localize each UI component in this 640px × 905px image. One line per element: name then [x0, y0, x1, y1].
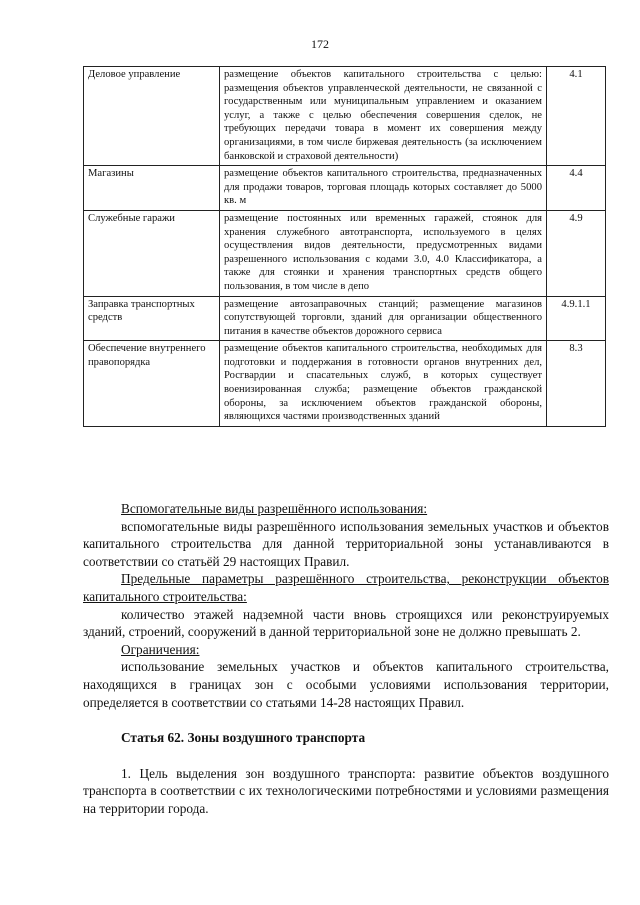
body-text — [83, 500, 609, 818]
restrictions-paragraph: использование земельных участков и объектов капитального строительства, находящихся в границах зон с особыми условиями использования территории, определяется в соответствии со статьями 14-28 настоящих Правил. — [83, 659, 609, 710]
use-name-cell: Служебные гаражи — [84, 210, 220, 296]
permitted-use-table — [83, 66, 606, 427]
use-description-cell: размещение объектов капитального строительства, предназначенных для продажи товаров, торговая площадь которых составляет до 5000 кв. м — [220, 166, 547, 211]
table-row — [84, 67, 606, 166]
use-code-cell: 4.9.1.1 — [547, 296, 606, 341]
use-name-cell: Обеспечение внутреннего правопорядка — [84, 341, 220, 427]
page-number: 172 — [311, 37, 329, 51]
use-description-cell: размещение объектов капитального строительства, необходимых для подготовки и поддержания в готовности органов внутренних дел, Росгвардии и спасательных служб, в которых существует военизированная служба; размещение объектов гражданской обороны, за исключением объектов гражданской обороны, являющихся частями производственных зданий — [220, 341, 547, 427]
article-title: Статья 62. Зоны воздушного транспорта — [121, 730, 366, 746]
restrictions-heading: Ограничения: — [121, 641, 200, 657]
use-description-cell: размещение объектов капитального строительства с целью: размещения объектов управленческой деятельности, не связанной с государственным или муниципальным управлением и оказанием услуг, а также с целью обеспечения совершения сделок, не требующих передачи товара в момент их совершения между организациями, в том числе биржевая деятельность (за исключением банковской и страховой деятельности) — [220, 67, 547, 166]
table-row — [84, 296, 606, 341]
use-name-cell: Магазины — [84, 166, 220, 211]
use-name-cell: Деловое управление — [84, 67, 220, 166]
use-description-cell: размещение автозаправочных станций; размещение магазинов сопутствующей торговли, зданий для организации общественного питания в качестве объектов дорожного сервиса — [220, 296, 547, 341]
use-description-cell: размещение постоянных или временных гаражей, стоянок для хранения служебного автотранспорта, используемого в целях осуществления видов деятельности, предусмотренных видами разрешенного использования с кодами 3.0, 4.0 Классификатора, а также для стоянки и хранения транспортных средств общего пользования, в том числе в депо — [220, 210, 547, 296]
aux-uses-paragraph: вспомогательные виды разрешённого использования земельных участков и объектов капитального строительства для данной территориальной зоны устанавливаются в соответствии со статьёй 29 настоящих Правил. — [83, 518, 609, 569]
aux-uses-heading: Вспомогательные виды разрешённого использования: — [121, 501, 428, 516]
table-row — [84, 341, 606, 427]
use-code-cell: 4.1 — [547, 67, 606, 166]
table-row — [84, 166, 606, 211]
use-name-cell: Заправка транспортных средств — [84, 296, 220, 341]
use-code-cell: 8.3 — [547, 341, 606, 427]
limits-paragraph: количество этажей надземной части вновь строящихся или реконструируемых зданий, строений, сооружений в данной территориальной зоне не должно превышать 2. — [83, 606, 609, 640]
use-code-cell: 4.4 — [547, 166, 606, 211]
article-paragraph-1: 1. Цель выделения зон воздушного транспорта: развитие объектов воздушного транспорта в соответствии с их технологическими потребностями и условиями размещения на территории города. — [83, 765, 609, 816]
use-code-cell: 4.9 — [547, 210, 606, 296]
table-row — [84, 210, 606, 296]
limits-heading: Предельные параметры разрешённого строительства, реконструкции объектов капитального строительства: — [83, 571, 609, 604]
